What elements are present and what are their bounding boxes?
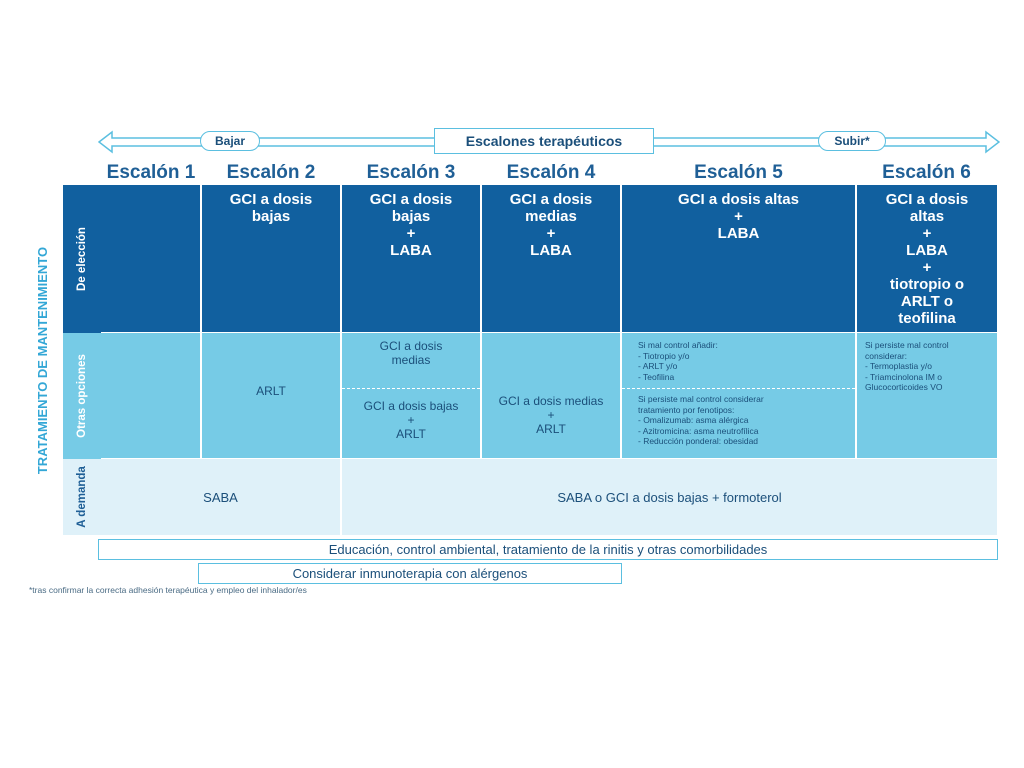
other-step-4-bottom-line: + (547, 408, 555, 422)
other-step-4-bottom-line: ARLT (536, 422, 566, 436)
choice-step-6-line: + (922, 259, 932, 276)
other-step-5-bottom-line: - Omalizumab: asma alérgica (638, 415, 749, 425)
other-step-5-top-line: - ARLT y/o (638, 361, 678, 371)
other-step-2-text: ARLT (256, 383, 286, 398)
choice-step-5-line: GCI a dosis altas (678, 191, 799, 208)
demand-step-1-2-text: SABA (203, 489, 238, 505)
other-step-5-bottom-line: - Reducción ponderal: obesidad (638, 436, 759, 446)
other-step-3-bottom-line: GCI a dosis bajas (363, 399, 459, 413)
other-step-4-bottom-line: GCI a dosis medias (498, 394, 604, 408)
choice-step-6 (857, 185, 997, 332)
choice-step-3-line: GCI a dosis (369, 191, 453, 208)
choice-step-5-line: + (734, 208, 743, 225)
other-step-5-top-line: - Teofilina (638, 371, 675, 382)
other-step-5-top (622, 333, 855, 388)
other-step-5-top-line: Si mal control añadir: (638, 340, 718, 350)
step-5-header: Escalón 5 (694, 162, 783, 183)
other-step-5-bottom-line: Si persiste mal control considerar (638, 394, 764, 404)
choice-step-6-line: ARLT o (900, 293, 954, 310)
choice-step-5-line: LABA (717, 225, 760, 242)
other-step-3-top (342, 333, 480, 388)
choice-step-6-line: GCI a dosis (885, 191, 969, 208)
other-step-3-bottom-line: ARLT (396, 427, 426, 441)
other-step-4-top (482, 333, 620, 388)
other-step-1 (101, 333, 200, 458)
choice-step-2-line: GCI a dosis (229, 191, 313, 208)
choice-step-3-line: bajas (391, 208, 431, 225)
row-label-choice: De elección (76, 227, 89, 291)
other-step-6-line: Glucocorticoides VO (865, 382, 943, 392)
choice-step-6-line: teofilina (898, 310, 956, 327)
subir-label: Subir* (818, 131, 886, 151)
step-3-header: Escalón 3 (366, 162, 456, 183)
choice-step-6-line: LABA (906, 242, 948, 259)
choice-step-4-line: medias (525, 208, 577, 225)
choice-step-4-line: GCI a dosis (509, 191, 593, 208)
choice-step-6-line: tiotropio o (889, 276, 965, 293)
step-1-header: Escalón 1 (106, 162, 196, 183)
choice-step-3 (342, 185, 480, 332)
demand-step-3-6 (342, 459, 997, 535)
choice-step-4-line: + (546, 225, 556, 242)
choice-step-1 (101, 185, 200, 332)
choice-step-4-line: LABA (530, 242, 572, 259)
other-step-3-top-line: GCI a dosis (379, 339, 443, 353)
choice-step-2-line: bajas (251, 208, 291, 225)
choice-step-5 (622, 185, 855, 332)
other-step-2 (202, 333, 340, 458)
row-label-demand: A demanda (76, 466, 88, 528)
bajar-label: Bajar (200, 131, 260, 151)
step-2-header: Escalón 2 (226, 162, 316, 183)
other-step-4-bottom (482, 388, 620, 458)
choice-step-4 (482, 185, 620, 332)
demand-step-1-2 (101, 459, 340, 535)
choice-step-2 (202, 185, 340, 332)
maintenance-side-label: TRATAMIENTO DE MANTENIMIENTO (35, 246, 51, 474)
other-step-5-bottom (622, 388, 855, 458)
other-step-6-line: considerar: (865, 350, 908, 361)
education-box: Educación, control ambiental, tratamiento de la rinitis y otras comorbilidades (98, 539, 998, 560)
other-step-3-top-line: medias (391, 353, 431, 367)
other-step-5-top-line: - Tiotropio y/o (638, 350, 690, 361)
other-step-3-bottom-line: + (407, 413, 415, 427)
choice-step-3-line: LABA (390, 242, 432, 259)
other-step-3-bottom (342, 388, 480, 458)
other-step-5-bottom-line: - Azitromicina: asma neutrofílica (638, 425, 759, 436)
immunotherapy-box: Considerar inmunoterapia con alérgenos (198, 563, 622, 584)
choice-step-6-line: altas (909, 208, 945, 225)
escalones-title: Escalones terapéuticos (434, 128, 654, 154)
step-6-header: Escalón 6 (882, 162, 971, 183)
other-step-6 (857, 333, 997, 458)
other-step-6-line: - Termoplastia y/o (865, 361, 932, 371)
demand-step-3-6-text: SABA o GCI a dosis bajas + formoterol (557, 489, 782, 505)
choice-step-6-line: + (922, 225, 932, 242)
choice-step-3-line: + (406, 225, 416, 242)
other-step-6-line: - Triamcinolona IM o (865, 371, 942, 382)
footnote: *tras confirmar la correcta adhesión terapéutica y empleo del inhalador/es (29, 585, 307, 595)
row-label-other: Otras opciones (76, 354, 88, 438)
other-step-5-bottom-line: tratamiento por fenotipos: (638, 404, 735, 415)
other-step-6-line: Si persiste mal control (865, 340, 949, 350)
step-4-header: Escalón 4 (506, 162, 596, 183)
